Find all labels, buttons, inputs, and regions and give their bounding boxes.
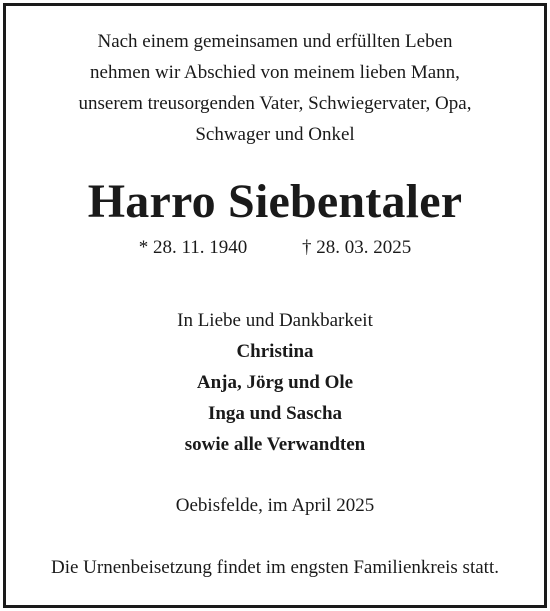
place-date: Oebisfelde, im April 2025 xyxy=(175,495,375,516)
intro-line: unserem treusorgenden Vater, Schwiegervater, Opa, xyxy=(78,93,472,114)
birth-date: * 28. 11. 1940 xyxy=(138,237,248,258)
intro-line: Nach einem gemeinsamen und erfüllten Leben xyxy=(97,31,453,52)
mourner-name: Anja, Jörg und Ole xyxy=(196,372,354,393)
intro-text xyxy=(0,26,550,150)
mourner-name: sowie alle Verwandten xyxy=(184,434,366,455)
mourners-heading: In Liebe und Dankbarkeit xyxy=(177,310,373,331)
intro-line: nehmen wir Abschied von meinem lieben Mann, xyxy=(90,62,460,83)
mourner-name: Christina xyxy=(236,341,314,362)
intro-line: Schwager und Onkel xyxy=(195,124,355,145)
burial-note: Die Urnenbeisetzung findet im engsten Familienkreis statt. xyxy=(51,557,499,578)
death-date: † 28. 03. 2025 xyxy=(302,237,412,258)
mourner-name: Inga und Sascha xyxy=(207,403,343,424)
mourners-block xyxy=(0,305,550,460)
deceased-name: Harro Siebentaler xyxy=(87,175,463,228)
life-dates xyxy=(0,236,550,260)
